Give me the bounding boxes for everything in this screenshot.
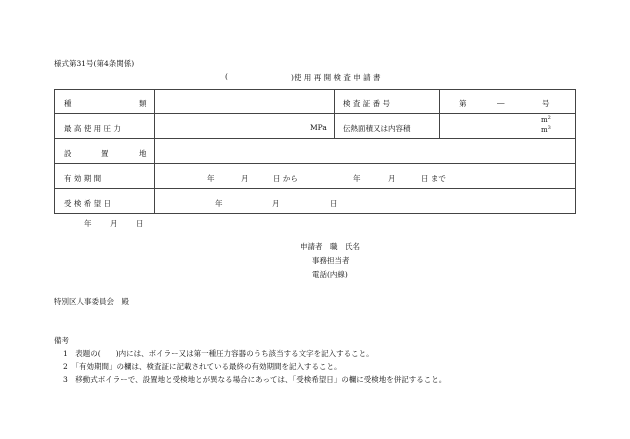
desired-year: 年 bbox=[215, 199, 223, 208]
row-divider bbox=[55, 163, 575, 164]
number-prefix: 第 bbox=[459, 99, 467, 108]
phone-line: 電話(内線) bbox=[312, 270, 348, 279]
application-date-day: 日 bbox=[136, 219, 144, 228]
validity-start-day: 日 から bbox=[273, 174, 298, 183]
title-open-paren: ( bbox=[225, 72, 228, 81]
validity-start-year: 年 bbox=[207, 174, 215, 183]
application-form-table bbox=[54, 89, 576, 214]
clerk-line: 事務担当者 bbox=[312, 256, 350, 265]
validity-period-label: 有 効 期 間 bbox=[64, 174, 102, 183]
desired-date-label: 受 検 希 望 日 bbox=[64, 199, 112, 208]
row-divider bbox=[55, 138, 575, 139]
max-pressure-label: 最 高 使 用 圧 力 bbox=[64, 124, 121, 133]
location-label-left: 設 bbox=[64, 149, 72, 158]
number-dash: ― bbox=[497, 98, 505, 107]
applicant-name-line: 申請者 職 氏名 bbox=[300, 242, 360, 251]
inspection-number-label: 検 査 証 番 号 bbox=[343, 99, 391, 108]
application-date-month: 月 bbox=[110, 219, 118, 228]
area-volume-label: 伝熱面積又は内容積 bbox=[343, 124, 411, 133]
form-title: )使 用 再 開 検 査 申 請 書 bbox=[291, 73, 381, 82]
unit-cubic-meter: $m^3$ bbox=[541, 125, 551, 134]
column-divider bbox=[334, 90, 335, 138]
validity-start-month: 月 bbox=[241, 174, 249, 183]
validity-end-day: 日 まで bbox=[421, 174, 446, 183]
row-divider bbox=[55, 113, 575, 114]
application-date-year: 年 bbox=[84, 219, 92, 228]
note-item: 1 表題の( )内には、ボイラー又は第一種圧力容器のうち該当する文字を記入すること。 bbox=[63, 349, 374, 358]
addressee: 特別区人事委員会 殿 bbox=[54, 297, 129, 306]
notes-heading: 備考 bbox=[54, 336, 69, 345]
desired-day: 日 bbox=[330, 199, 338, 208]
type-label-left: 種 bbox=[64, 99, 72, 108]
location-label-right: 地 bbox=[139, 149, 147, 158]
note-item: 2 「有効期間」の欄は、検査証に記載されている最終の有効期間を記入すること。 bbox=[63, 362, 342, 371]
validity-end-year: 年 bbox=[353, 174, 361, 183]
unit-square-meter: $m^2$ bbox=[541, 115, 551, 124]
type-label-right: 類 bbox=[139, 99, 147, 108]
pressure-unit: MPa bbox=[310, 123, 327, 132]
row-divider bbox=[55, 188, 575, 189]
number-suffix: 号 bbox=[542, 99, 550, 108]
note-item: 3 移動式ボイラーで、設置地と受検地とが異なる場合にあっては、「受検希望日」の欄に受検地を併記すること。 bbox=[63, 375, 447, 384]
column-divider bbox=[439, 90, 440, 138]
form-number: 様式第31号(第4条関係) bbox=[54, 59, 135, 68]
label-column-divider bbox=[154, 90, 155, 213]
location-label-mid: 置 bbox=[101, 149, 109, 158]
validity-end-month: 月 bbox=[388, 174, 396, 183]
desired-month: 月 bbox=[272, 199, 280, 208]
